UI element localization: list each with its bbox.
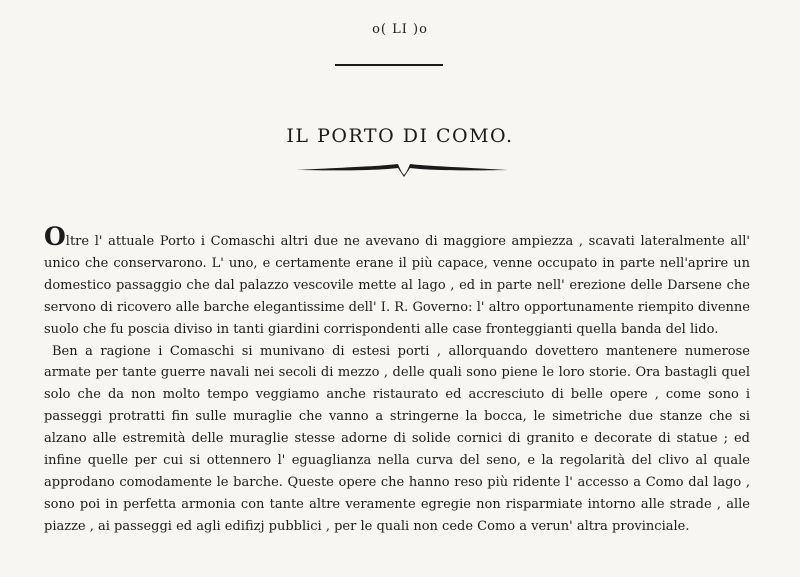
- header-rule: [335, 64, 443, 66]
- page-title: IL PORTO DI COMO.: [286, 124, 514, 147]
- ornamental-divider-icon: [292, 161, 512, 179]
- paragraph-1-text: ltre l' attuale Porto i Comaschi altri due ne avevano di maggiore ampiezza , scavati lateralmente all' unico che conservarono. L' uno, e certamente erane il più capace, venne occupato in parte nell'aprire un domestico passaggio che dal palazzo vescovile mette al lago , ed in parte nell' erezione delle Darsene che servono di ricovero alle barche elegantissime dell' I. R. Governo: l' altro opportunamente riempito divenne suolo che fu poscia diviso in tanti giardini corrispondenti alle case fronteggianti quella banda del lido.: [44, 234, 750, 337]
- paragraph-1: [44, 222, 750, 341]
- article-body: [44, 222, 750, 538]
- paragraph-2: Ben a ragione i Comaschi si munivano di estesi porti , allorquando dovettero mantenere numerose armate per tante guerre navali nei secoli di mezzo , delle quali sono piene le loro storie. Ora bastagli quel solo che da non molto tempo veggiamo anche ristaurato ed accresciuto di belle opere , come sono i passeggi protratti fin sulle muraglie che vanno a stringerne la bocca, le simetriche due stanze che si alzano alle estremità delle muraglie stesse adorne di solide cornici di granito e decorate di statue ; ed infine quelle per cui si ottennero l' eguaglianza nella curva del seno, e la regolarità del clivo al quale approdano comodamente le barche. Queste opere che hanno reso più ridente l' accesso a Como dal lago , sono poi in perfetta armonia con tante altre veramente egregie non risparmiate intorno alle strade , alle piazze , ai passeggi ed agli edifizj pubblici , per le quali non cede Como a verun' altra provinciale.: [44, 343, 750, 534]
- drop-cap: O: [44, 222, 66, 251]
- page-number: o( LI )o: [372, 22, 428, 37]
